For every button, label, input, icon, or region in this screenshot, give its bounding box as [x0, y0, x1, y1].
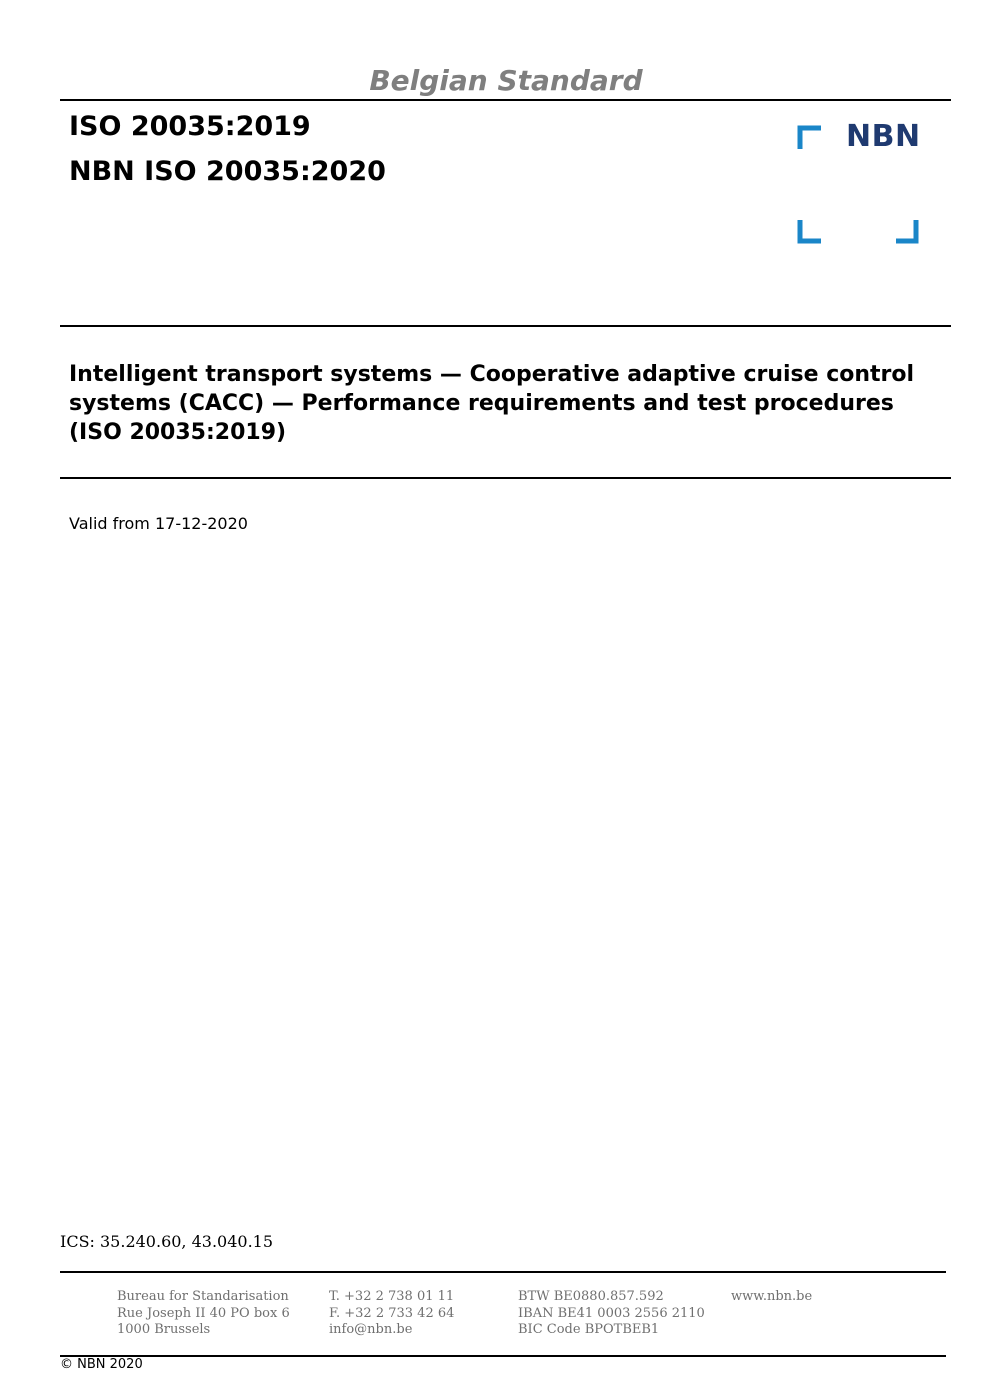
ics-codes: ICS: 35.240.60, 43.040.15	[60, 1232, 274, 1251]
footer-website: www.nbn.be	[731, 1289, 813, 1304]
footer-fax: F. +32 2 733 42 64	[329, 1305, 455, 1321]
iso-code: ISO 20035:2019	[69, 111, 311, 142]
copyright: © NBN 2020	[60, 1357, 143, 1372]
footer-phone: T. +32 2 738 01 11	[329, 1289, 455, 1304]
footer-contact	[329, 1289, 454, 1339]
header-divider	[60, 99, 951, 101]
section-divider-top	[60, 325, 951, 327]
footer-web	[731, 1289, 812, 1306]
document-title: Intelligent transport systems — Cooperative adaptive cruise control systems (CACC) — Performance requirements and test procedures (ISO 20035:2019)	[69, 362, 915, 445]
footer-bank	[518, 1289, 705, 1339]
footer-divider-top	[60, 1271, 946, 1273]
footer-address-line: Bureau for Standarisation	[117, 1289, 289, 1304]
footer-iban: IBAN BE41 0003 2556 2110	[518, 1305, 705, 1321]
section-divider-bottom	[60, 477, 951, 479]
footer-divider-bottom	[60, 1355, 946, 1357]
nbn-code: NBN ISO 20035:2020	[69, 156, 386, 187]
nbn-logo-text: NBN	[846, 119, 921, 154]
header-label: Belgian Standard	[369, 64, 643, 97]
footer-address-line: Rue Joseph II 40 PO box 6	[117, 1305, 290, 1321]
footer-vat: BTW BE0880.857.592	[518, 1289, 664, 1304]
footer-bic: BIC Code BPOTBEB1	[518, 1322, 660, 1337]
footer-address	[117, 1289, 290, 1339]
footer-email: info@nbn.be	[329, 1322, 413, 1337]
footer-address-line: 1000 Brussels	[117, 1322, 211, 1337]
valid-from: Valid from 17-12-2020	[69, 514, 248, 533]
